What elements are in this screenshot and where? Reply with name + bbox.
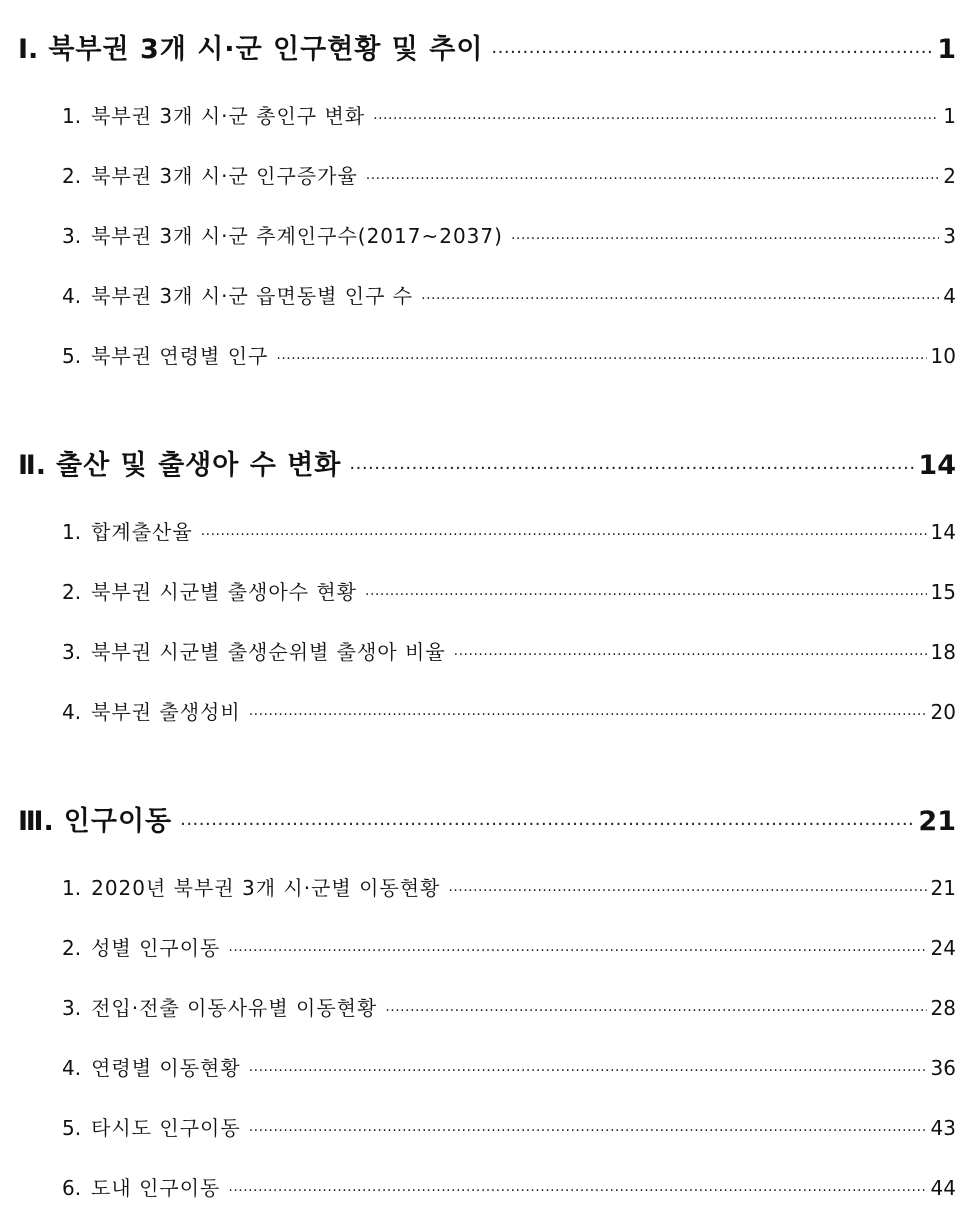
item-title: 북부권 3개 시·군 읍면동별 인구 수 [91, 284, 414, 308]
dot-leader [201, 505, 927, 565]
item-label [62, 562, 357, 622]
item-number: 4. [62, 284, 82, 308]
dot-leader [448, 861, 926, 921]
toc-item[interactable] [18, 978, 956, 1038]
toc-item[interactable] [18, 1038, 956, 1098]
dot-leader [365, 565, 927, 625]
item-label [62, 858, 440, 918]
item-number: 5. [62, 344, 82, 368]
dot-leader [349, 447, 914, 491]
item-title: 북부권 시군별 출생순위별 출생아 비율 [91, 640, 446, 664]
item-number: 1. [62, 520, 82, 544]
chapter-title: 출산 및 출생아 수 변화 [56, 450, 342, 481]
chapter-label [18, 28, 483, 72]
item-page-number: 15 [930, 580, 956, 604]
chapter-number: Ⅱ. [18, 450, 47, 481]
item-number: 3. [62, 224, 82, 248]
chapter-label [18, 800, 172, 844]
chapter-page-number: 1 [937, 34, 956, 65]
dot-leader [276, 329, 926, 389]
item-title: 성별 인구이동 [91, 936, 221, 960]
toc-item[interactable] [18, 326, 956, 386]
item-number: 3. [62, 996, 82, 1020]
spacer [18, 742, 956, 800]
dot-leader [454, 625, 927, 685]
item-page-number: 21 [930, 876, 956, 900]
item-number: 4. [62, 700, 82, 724]
item-title: 도내 인구이동 [91, 1176, 221, 1200]
item-page-number: 36 [930, 1056, 956, 1080]
toc-item[interactable] [18, 562, 956, 622]
toc-item[interactable] [18, 266, 956, 326]
dot-leader [180, 803, 914, 847]
dot-leader [228, 921, 926, 981]
item-page-number: 14 [930, 520, 956, 544]
toc-item[interactable] [18, 1098, 956, 1158]
item-label [62, 682, 241, 742]
toc-item[interactable] [18, 502, 956, 562]
spacer [18, 386, 956, 444]
toc-item[interactable] [18, 146, 956, 206]
dot-leader [385, 981, 926, 1041]
table-of-contents [18, 28, 956, 1218]
item-number: 2. [62, 164, 82, 188]
item-label [62, 622, 446, 682]
item-number: 2. [62, 580, 82, 604]
dot-leader [491, 31, 933, 75]
toc-item[interactable] [18, 858, 956, 918]
item-label [62, 266, 413, 326]
chapter-number: Ⅲ. [18, 806, 54, 837]
dot-leader [366, 149, 939, 209]
dot-leader [511, 209, 939, 269]
chapter-page-number: 21 [918, 806, 956, 837]
item-page-number: 43 [930, 1116, 956, 1140]
item-page-number: 28 [930, 996, 956, 1020]
item-label [62, 206, 503, 266]
item-title: 북부권 연령별 인구 [91, 344, 269, 368]
item-label [62, 1158, 220, 1218]
item-title: 북부권 출생성비 [91, 700, 241, 724]
dot-leader [249, 1101, 927, 1161]
item-label [62, 146, 358, 206]
item-page-number: 44 [930, 1176, 956, 1200]
dot-leader [249, 1041, 927, 1101]
dot-leader [249, 685, 927, 745]
toc-item[interactable] [18, 206, 956, 266]
item-label [62, 1038, 241, 1098]
item-label [62, 918, 220, 978]
item-title: 타시도 인구이동 [91, 1116, 241, 1140]
toc-item[interactable] [18, 622, 956, 682]
item-page-number: 4 [943, 284, 956, 308]
item-label [62, 326, 268, 386]
item-page-number: 1 [943, 104, 956, 128]
item-title: 북부권 3개 시·군 추계인구수(2017~2037) [91, 224, 503, 248]
item-title: 북부권 3개 시·군 인구증가율 [91, 164, 358, 188]
toc-chapter-3[interactable] [18, 800, 956, 844]
toc-item[interactable] [18, 682, 956, 742]
item-page-number: 24 [930, 936, 956, 960]
item-title: 북부권 3개 시·군 총인구 변화 [91, 104, 366, 128]
dot-leader [373, 89, 939, 149]
chapter-label [18, 444, 341, 488]
item-number: 1. [62, 876, 82, 900]
item-title: 2020년 북부권 3개 시·군별 이동현황 [91, 876, 441, 900]
chapter-page-number: 14 [918, 450, 956, 481]
dot-leader [421, 269, 939, 329]
dot-leader [228, 1161, 926, 1221]
item-number: 6. [62, 1176, 82, 1200]
item-label [62, 978, 377, 1038]
item-number: 3. [62, 640, 82, 664]
item-label [62, 86, 365, 146]
item-number: 4. [62, 1056, 82, 1080]
chapter-number: Ⅰ. [18, 34, 39, 65]
item-label [62, 1098, 241, 1158]
item-label [62, 502, 193, 562]
item-page-number: 20 [930, 700, 956, 724]
item-title: 북부권 시군별 출생아수 현황 [91, 580, 358, 604]
item-page-number: 2 [943, 164, 956, 188]
item-number: 5. [62, 1116, 82, 1140]
item-number: 1. [62, 104, 82, 128]
item-title: 연령별 이동현황 [91, 1056, 241, 1080]
item-title: 합계출산율 [91, 520, 193, 544]
item-page-number: 18 [930, 640, 956, 664]
toc-item[interactable] [18, 918, 956, 978]
toc-item[interactable] [18, 86, 956, 146]
item-title: 전입·전출 이동사유별 이동현황 [91, 996, 378, 1020]
toc-chapter-2[interactable] [18, 444, 956, 488]
chapter-title: 북부권 3개 시·군 인구현황 및 추이 [48, 34, 484, 65]
toc-chapter-1[interactable] [18, 28, 956, 72]
item-page-number: 10 [930, 344, 956, 368]
chapter-title: 인구이동 [63, 806, 173, 837]
item-number: 2. [62, 936, 82, 960]
toc-item[interactable] [18, 1158, 956, 1218]
item-page-number: 3 [943, 224, 956, 248]
